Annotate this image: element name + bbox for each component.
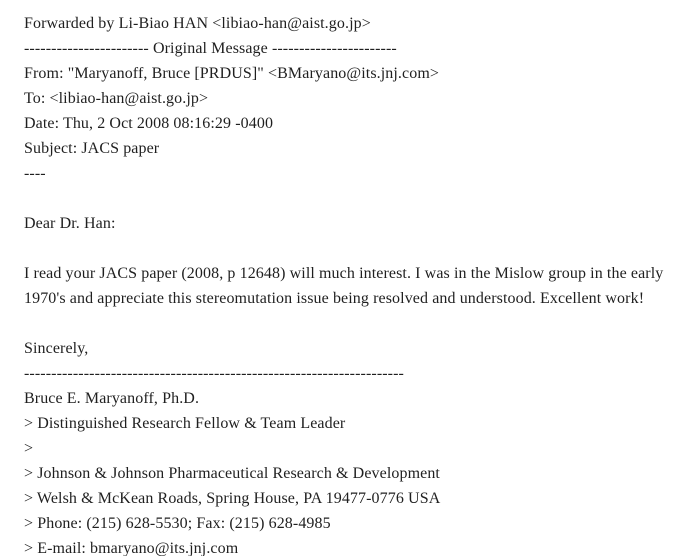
original-message-separator: ----------------------- Original Message -----------------------: [24, 40, 397, 57]
forwarded-by-line: Forwarded by Li-Biao HAN <libiao-han@aist.go.jp>: [24, 15, 371, 32]
signature-company: > Johnson & Johnson Pharmaceutical Research & Development: [24, 465, 440, 482]
signature-title: > Distinguished Research Fellow & Team Leader: [24, 415, 346, 432]
blank-line: [24, 186, 674, 211]
header-date: Date: Thu, 2 Oct 2008 08:16:29 -0400: [24, 115, 274, 132]
blank-line: [24, 311, 674, 336]
header-to: To: <libiao-han@aist.go.jp>: [24, 90, 209, 107]
header-from: From: "Maryanoff, Bruce [PRDUS]" <BMaryano@its.jnj.com>: [24, 65, 440, 82]
header-divider: ----: [24, 165, 46, 182]
header-subject: Subject: JACS paper: [24, 140, 160, 157]
blank-line: [24, 236, 674, 261]
signature-name: Bruce E. Maryanoff, Ph.D.: [24, 390, 200, 407]
body-text-line-1: I read your JACS paper (2008, p 12648) will much interest. I was in the Mislow group in the early: [24, 265, 664, 282]
signature-quote-blank: >: [24, 440, 34, 457]
salutation: Dear Dr. Han:: [24, 215, 116, 232]
body-text-line-2: 1970's and appreciate this stereomutation issue being resolved and understood. Excellent work!: [24, 290, 645, 307]
signature-address: > Welsh & McKean Roads, Spring House, PA 19477-0776 USA: [24, 490, 441, 507]
signature-phone-fax: > Phone: (215) 628-5530; Fax: (215) 628-4985: [24, 515, 331, 532]
signature-separator: ----------------------------------------------------------------------: [24, 365, 404, 382]
signature-email: > E-mail: bmaryano@its.jnj.com: [24, 540, 239, 556]
closing: Sincerely,: [24, 340, 89, 357]
